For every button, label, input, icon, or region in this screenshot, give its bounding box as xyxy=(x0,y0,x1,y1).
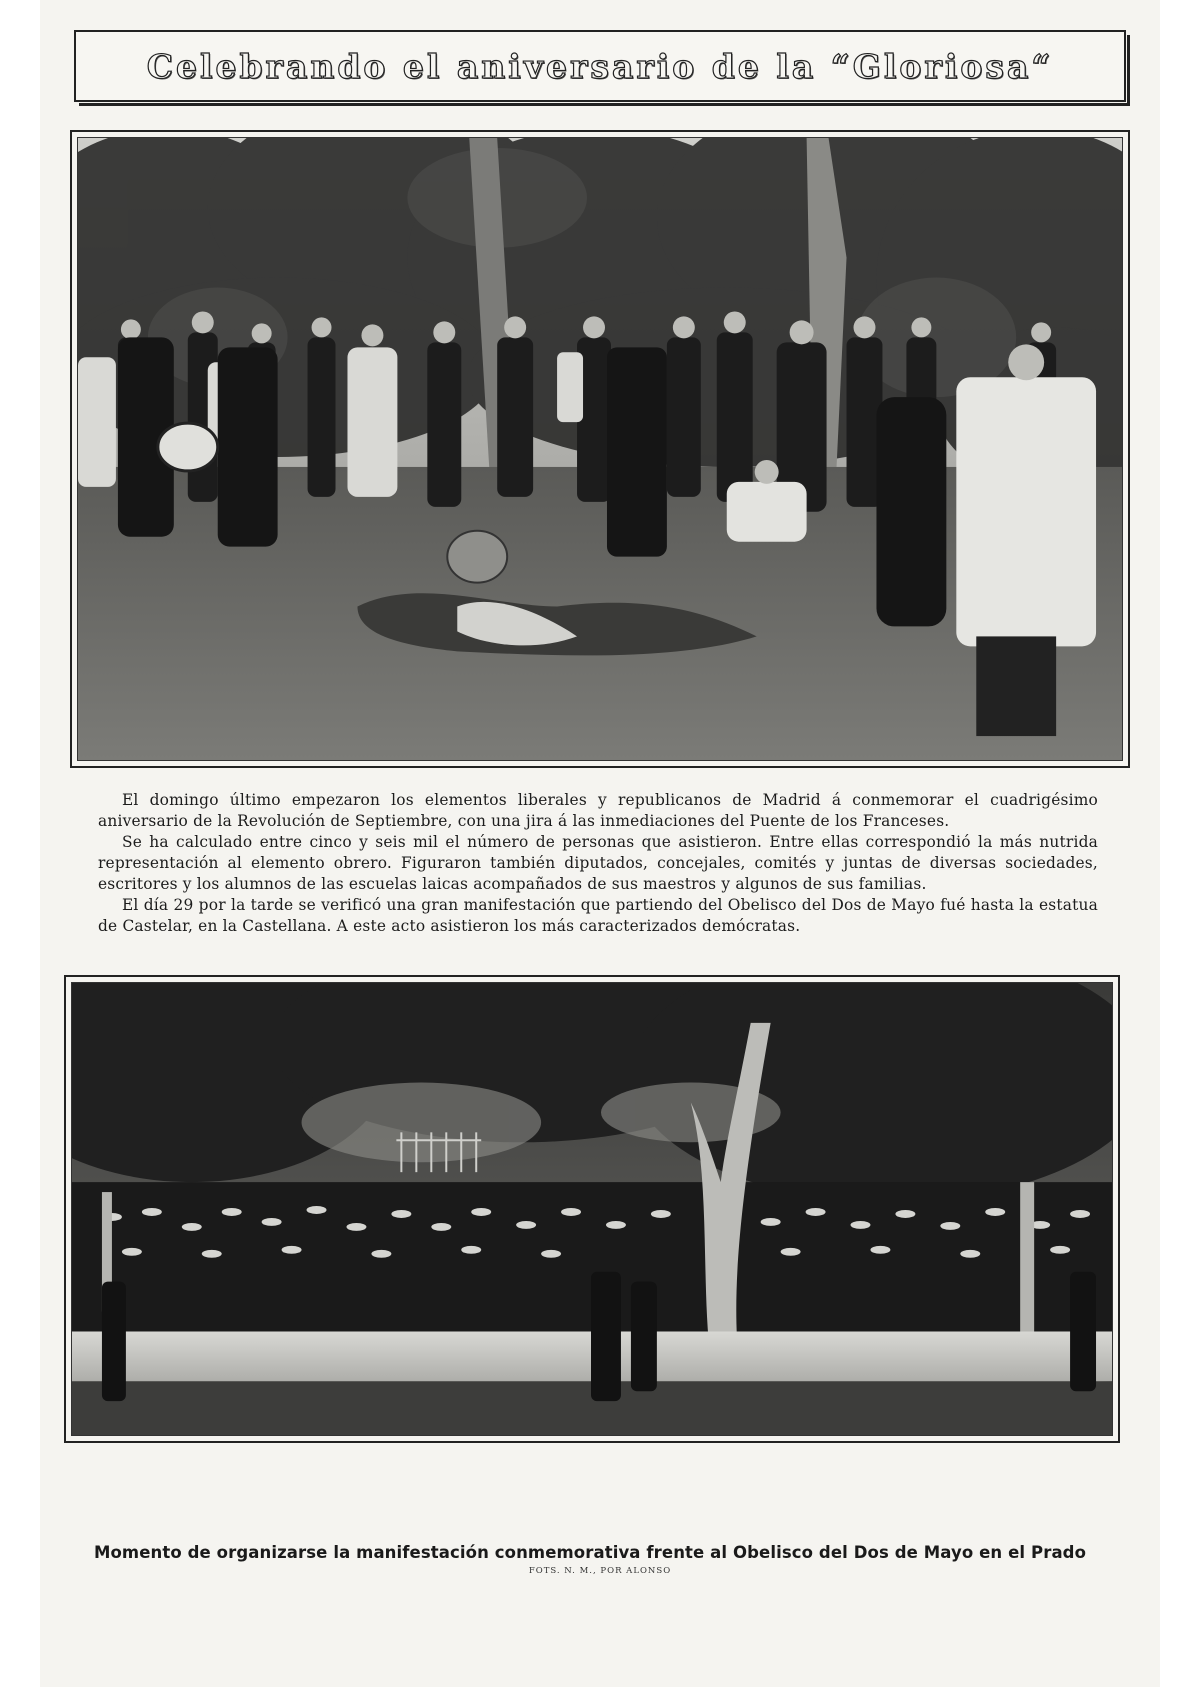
photo-caption: Momento de organizarse la manifestación conmemorativa frente al Obelisco del Dos de Mayo en el Prado xyxy=(93,1543,1087,1562)
crowd-photo-illustration xyxy=(72,983,1112,1435)
article-paragraph: Se ha calculado entre cinco y seis mil el número de personas que asistieron. Entre ellas correspondió la más nutrida representación al elemento obrero. Figuraron también diputados, concejales, comités y juntas de diversas sociedades, escritores y los alumnos de las escuelas laicas acompañados de sus maestros y algunos de sus familias. xyxy=(98,833,1098,893)
article-paragraph: El día 29 por la tarde se verificó una gran manifestación que partiendo del Obelisco del Dos de Mayo fué hasta la estatua de Castelar, en la Castellana. A este acto asistieron los más caracterizados demócratas. xyxy=(98,896,1098,935)
picnic-photo-illustration xyxy=(78,138,1122,760)
top-photo-frame xyxy=(70,130,1130,768)
article-paragraph: El domingo último empezaron los elementos liberales y republicanos de Madrid á conmemorar el cuadrigésimo aniversario de la Revolución de Septiembre, con una jira á las inmediaciones del Puente de los Franceses. xyxy=(98,791,1098,830)
magazine-page xyxy=(40,0,1160,1687)
photo-credit: FOTS. N. M., POR ALONSO xyxy=(528,1566,672,1576)
picnic-gathering-photo xyxy=(77,137,1123,761)
page-title: Celebrando el aniversario de la “Gloriosa“ xyxy=(146,46,1054,86)
article-body xyxy=(98,790,1098,937)
crowd-demonstration-photo xyxy=(71,982,1113,1436)
title-banner xyxy=(74,30,1126,102)
bottom-photo-frame xyxy=(64,975,1120,1443)
